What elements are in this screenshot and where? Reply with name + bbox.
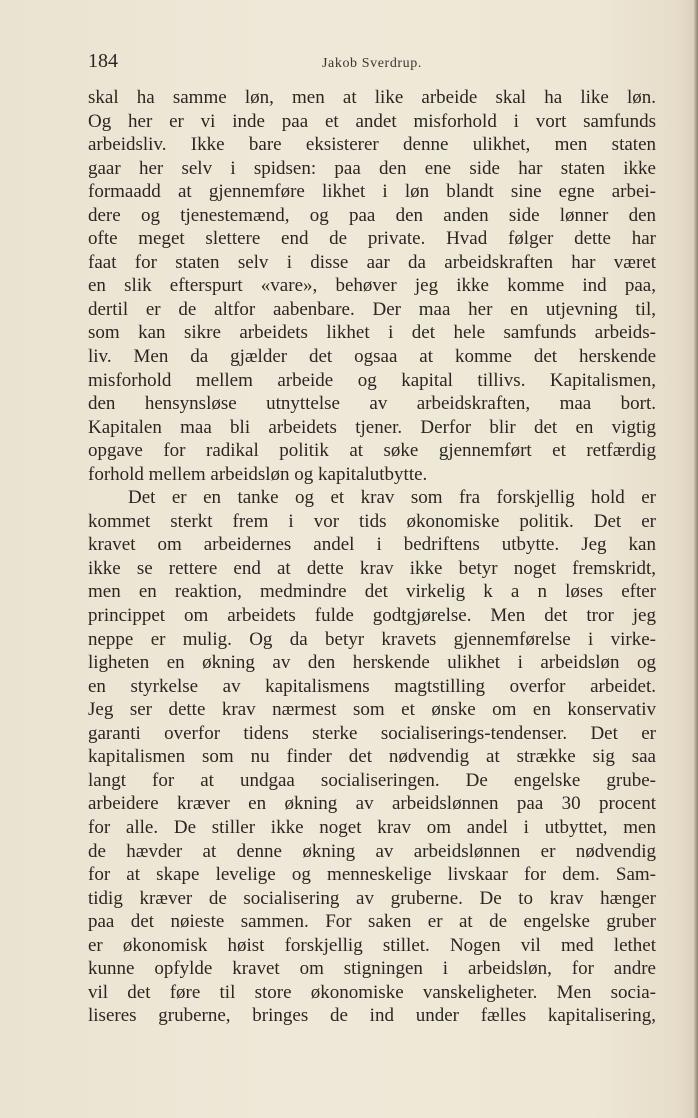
text-line: Kapitalen maa bli arbeidets tjener. Derfor blir det en vigtig [88, 416, 656, 438]
text-line: misforhold mellem arbeide og kapital tillivs. Kapitalismen, [88, 369, 656, 391]
text-line: paa det nøieste sammen. For saken er at de engelske gruber [88, 911, 656, 933]
body-text [88, 86, 656, 1028]
text-line: en styrkelse av kapitalismens magtstilling overfor arbeidet. [88, 675, 656, 697]
text-line: skal ha samme løn, men at like arbeide skal ha like løn. [88, 87, 656, 108]
text-line: ikke se rettere end at dette krav ikke betyr noget fremskridt, [88, 557, 656, 579]
text-line: gaar her selv i spidsen: paa den ene side har staten ikke [88, 157, 656, 179]
page-edge-shadow [694, 0, 698, 1118]
text-line: langt for at undgaa socialiseringen. De engelske grube- [88, 769, 656, 791]
text-line: for alle. De stiller ikke noget krav om andel i utbyttet, men [88, 816, 656, 838]
text-line: forhold mellem arbeidsløn og kapitalutbytte. [88, 463, 428, 485]
text-line: kravet om arbeidernes andel i bedriftens utbytte. Jeg kan [88, 534, 656, 556]
text-line: faat for staten selv i disse aar da arbeidskraften har været [88, 251, 656, 273]
text-line: for at skape levelige og menneskelige livskaar for dem. Sam- [88, 864, 656, 886]
text-line: vil det føre til store økonomiske vanskeligheter. Men socia- [88, 981, 656, 1003]
text-line: garanti overfor tidens sterke socialiserings-tendenser. Det er [88, 722, 656, 744]
page-header [88, 50, 656, 80]
text-line: princippet om arbeidets fulde godtgjørelse. Men det tror jeg [88, 605, 656, 627]
text-line: ligheten en økning av den herskende ulikhet i arbeidsløn og [88, 652, 656, 674]
text-line: formaadd at gjennemføre likhet i løn blandt sine egne arbei- [88, 181, 656, 203]
text-line: tidig kræver de socialisering av gruberne. De to krav hænger [88, 887, 656, 909]
text-line: liv. Men da gjælder det ogsaa at komme det herskende [88, 346, 656, 368]
text-line: som kan sikre arbeidets likhet i det hele samfunds arbeids- [88, 322, 656, 344]
text-line: dere og tjenestemænd, og paa den anden side lønner den [88, 204, 656, 226]
text-line: ofte meget slettere end de private. Hvad følger dette har [88, 228, 656, 250]
text-line: Jeg ser dette krav nærmest som et ønske om en konservativ [88, 699, 656, 721]
text-line: de hævder at denne økning av arbeidslønnen er nødvendig [88, 840, 656, 862]
text-line: den hensynsløse utnyttelse av arbeidskraften, maa bort. [88, 393, 656, 415]
text-line: kunne opfylde kravet om stigningen i arbeidsløn, for andre [88, 958, 656, 980]
text-line: liseres gruberne, bringes de ind under fælles kapitalisering, [88, 1005, 656, 1027]
text-line: kommet sterkt frem i vor tids økonomiske politik. Det er [88, 510, 656, 532]
text-line: en slik efterspurt «vare», behøver jeg ikke komme ind paa, [88, 275, 656, 297]
text-line: dertil er de altfor aabenbare. Der maa her en utjevning til, [88, 298, 656, 320]
text-line: er økonomisk høist forskjellig stillet. Nogen vil med lethet [88, 934, 656, 956]
text-line: kapitalismen som nu finder det nødvendig at strække sig saa [88, 746, 656, 768]
text-line: Og her er vi inde paa et andet misforhold i vort samfunds [88, 110, 656, 132]
text-line: arbeidsliv. Ikke bare eksisterer denne ulikhet, men staten [88, 134, 656, 156]
running-head: Jakob Sverdrup. [322, 56, 422, 71]
text-line: arbeidere kræver en økning av arbeidslønnen paa 30 procent [88, 793, 656, 815]
text-line: neppe er mulig. Og da betyr kravets gjennemførelse i virke- [88, 628, 656, 650]
text-line: Det er en tanke og et krav som fra forskjellig hold er [128, 487, 656, 509]
page-number: 184 [88, 50, 118, 72]
text-line: opgave for radikal politik at søke gjennemført et retfærdig [88, 440, 656, 462]
text-line: men en reaktion, medmindre det virkelig k a n løses efter [88, 581, 656, 603]
